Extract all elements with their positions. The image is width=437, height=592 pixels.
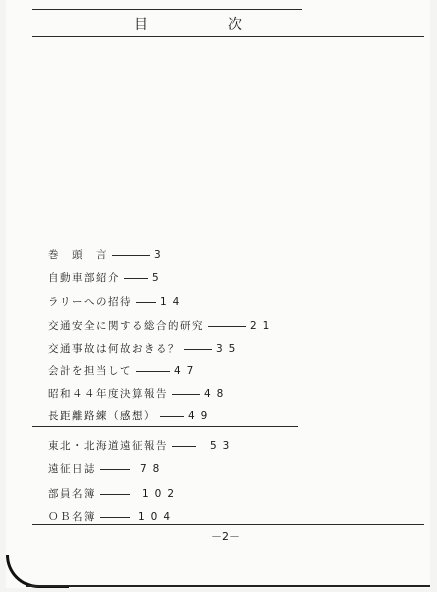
toc-page: 5 xyxy=(152,272,165,284)
toc-entry[interactable] xyxy=(48,486,180,501)
toc-entry[interactable] xyxy=(48,341,241,356)
toc-page: 78 xyxy=(140,463,166,475)
title-char-2: 次 xyxy=(228,17,242,33)
leader-line xyxy=(208,326,246,327)
toc-label: 自動車部紹介 xyxy=(48,272,120,284)
leader-line xyxy=(100,494,130,495)
toc-entry[interactable] xyxy=(48,247,167,262)
toc-entry[interactable] xyxy=(48,461,165,476)
toc-label: 長距離路練（感想） xyxy=(48,410,156,422)
toc-entry[interactable] xyxy=(48,438,235,453)
toc-page: 102 xyxy=(142,488,181,500)
page-number: －2－ xyxy=(211,530,240,543)
title-underline xyxy=(32,36,424,37)
toc-label: 昭和４４年度決算報告 xyxy=(48,388,168,400)
toc-label: 遠征日誌 xyxy=(48,463,96,475)
toc-label: 巻 頭 言 xyxy=(48,249,108,261)
leader-line xyxy=(172,394,200,395)
leader-line xyxy=(160,416,184,417)
leader-line xyxy=(172,446,196,447)
toc-entry[interactable] xyxy=(48,408,213,423)
toc-label: ラリーへの招待 xyxy=(48,296,132,308)
leader-line xyxy=(112,255,150,256)
footer-rule xyxy=(32,524,424,525)
toc-entry[interactable] xyxy=(48,386,229,401)
toc-entry[interactable] xyxy=(48,318,275,333)
toc-page: 3 xyxy=(154,249,167,261)
leader-line xyxy=(100,469,130,470)
toc-page: 53 xyxy=(210,440,236,452)
leader-line xyxy=(184,349,212,350)
page-bottom-edge xyxy=(26,585,430,587)
toc-page: 48 xyxy=(204,388,230,400)
toc-entry[interactable] xyxy=(48,509,176,524)
toc-page: 14 xyxy=(160,296,186,308)
toc-page: 21 xyxy=(250,320,276,332)
document-page xyxy=(6,0,430,588)
toc-label: 交通事故は何故おきる？ xyxy=(48,343,180,355)
toc-entry[interactable] xyxy=(48,294,185,309)
leader-line xyxy=(124,278,148,279)
toc-page: 47 xyxy=(174,365,200,377)
toc-page: 35 xyxy=(216,343,242,355)
toc-page: 104 xyxy=(138,511,177,523)
title-char-1: 目 xyxy=(134,17,148,33)
top-rule xyxy=(32,9,302,10)
toc-page: 49 xyxy=(188,410,214,422)
toc-entry[interactable] xyxy=(48,270,165,285)
leader-line xyxy=(136,371,170,372)
leader-line xyxy=(136,302,156,303)
toc-label: 会計を担当して xyxy=(48,365,132,377)
toc-label: 東北・北海道遠征報告 xyxy=(48,440,168,452)
toc-label: ＯＢ名簿 xyxy=(48,511,96,523)
leader-line xyxy=(100,517,130,518)
toc-label: 交通安全に関する総合的研究 xyxy=(48,320,204,332)
section-divider xyxy=(32,426,298,427)
toc-label: 部員名簿 xyxy=(48,488,96,500)
toc-entry[interactable] xyxy=(48,363,199,378)
page-corner xyxy=(6,555,69,588)
